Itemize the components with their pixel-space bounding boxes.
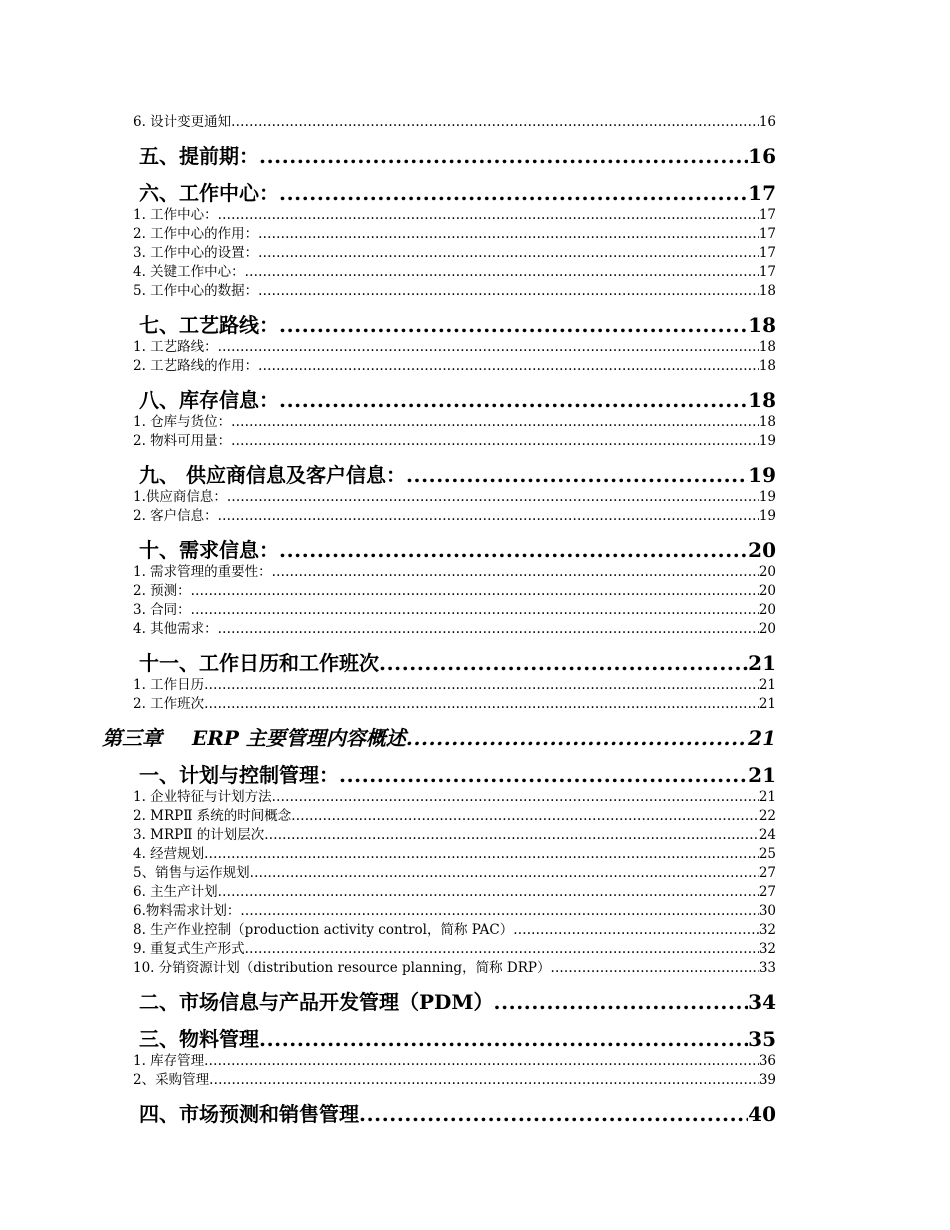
toc-entry-title: 10. 分销资源计划（distribution resource planning，简称 DRP） (133, 960, 551, 976)
toc-chapter-entry[interactable] (102, 725, 776, 751)
toc-page-number: 19 (748, 463, 776, 487)
toc-subentry[interactable] (133, 601, 776, 620)
toc-page-number: 24 (758, 827, 776, 843)
toc-entry-title: 2. 客户信息： (133, 508, 218, 524)
toc-page-number: 18 (748, 313, 776, 337)
toc-page-number: 19 (758, 508, 776, 524)
toc-section-entry[interactable] (139, 462, 776, 488)
toc-entry-title: 三、物料管理 (139, 1027, 259, 1051)
dot-leader (218, 338, 759, 357)
toc-subentry[interactable] (133, 263, 776, 282)
dot-leader (218, 206, 759, 225)
toc-page-number: 16 (758, 114, 776, 130)
toc-section-entry[interactable] (139, 1026, 776, 1052)
toc-page-number: 17 (758, 245, 776, 261)
dot-leader (359, 1101, 748, 1127)
toc-entry-title: 2. 物料可用量： (133, 433, 232, 449)
toc-entry-title: 3. MRPⅡ 的计划层次 (133, 827, 265, 843)
toc-entry-title: 1. 需求管理的重要性： (133, 564, 272, 580)
toc-page-number: 21 (758, 789, 776, 805)
dot-leader (204, 845, 759, 864)
toc-subentry[interactable] (133, 921, 776, 940)
dot-leader (245, 263, 759, 282)
toc-entry-title: 七、工艺路线： (139, 313, 279, 337)
toc-page-number: 27 (758, 884, 776, 900)
toc-entry-title: 2. 工艺路线的作用： (133, 358, 259, 374)
toc-page-number: 17 (758, 226, 776, 242)
toc-page-number: 17 (758, 264, 776, 280)
toc-subentry[interactable] (133, 338, 776, 357)
dot-leader (494, 989, 749, 1015)
dot-leader (259, 143, 748, 169)
toc-subentry[interactable] (133, 206, 776, 225)
toc-page-number: 20 (758, 602, 776, 618)
toc-page-number: 16 (748, 144, 776, 168)
table-of-contents (0, 113, 950, 1127)
toc-subentry[interactable] (133, 695, 776, 714)
dot-leader (245, 940, 759, 959)
toc-entry-title: 八、库存信息： (139, 388, 279, 412)
toc-entry-title: 5、销售与运作规划 (133, 865, 250, 881)
dot-leader (279, 387, 748, 413)
toc-page-number: 32 (758, 922, 776, 938)
toc-entry-title: 5. 工作中心的数据： (133, 283, 259, 299)
toc-subentry[interactable] (133, 225, 776, 244)
toc-subentry[interactable] (133, 244, 776, 263)
toc-subentry[interactable] (133, 788, 776, 807)
toc-subentry[interactable] (133, 488, 776, 507)
toc-entry-title: 十一、工作日历和工作班次 (139, 651, 379, 675)
dot-leader (406, 462, 748, 488)
toc-subentry[interactable] (133, 845, 776, 864)
dot-leader (231, 113, 759, 132)
toc-page-number: 20 (758, 621, 776, 637)
dot-leader (258, 357, 759, 376)
toc-entry-title: 6. 主生产计划 (133, 884, 218, 900)
toc-page-number: 20 (758, 564, 776, 580)
toc-page-number: 19 (758, 489, 776, 505)
toc-page-number: 22 (758, 808, 776, 824)
toc-entry-title: 4. 关键工作中心： (133, 264, 245, 280)
toc-entry-title: 2. 工作中心的作用： (133, 226, 259, 242)
toc-subentry[interactable] (133, 676, 776, 695)
toc-entry-title: 4. 其他需求： (133, 621, 218, 637)
toc-section-entry[interactable] (139, 762, 776, 788)
toc-page-number: 18 (758, 283, 776, 299)
toc-subentry[interactable] (133, 826, 776, 845)
toc-page-number: 34 (748, 990, 776, 1014)
toc-subentry[interactable] (133, 413, 776, 432)
toc-section-entry[interactable] (139, 143, 776, 169)
toc-page-number: 36 (758, 1053, 776, 1069)
dot-leader (279, 180, 748, 206)
dot-leader (191, 582, 759, 601)
toc-subentry[interactable] (133, 620, 776, 639)
dot-leader (291, 807, 759, 826)
toc-entry-title: 4. 经营规划 (133, 846, 205, 862)
dot-leader (218, 620, 759, 639)
toc-entry-title: 一、计划与控制管理： (139, 763, 339, 787)
toc-entry-title: 四、市场预测和销售管理 (139, 1102, 359, 1126)
dot-leader (258, 282, 759, 301)
toc-entry-title: 2. 预测： (133, 583, 191, 599)
dot-leader (209, 1071, 759, 1090)
toc-entry-title: 3. 合同： (133, 602, 191, 618)
dot-leader (272, 563, 759, 582)
toc-subentry[interactable] (133, 432, 776, 451)
toc-subentry[interactable] (133, 1071, 776, 1090)
dot-leader (550, 959, 758, 978)
toc-page-number: 21 (748, 726, 776, 750)
toc-page-number: 18 (748, 388, 776, 412)
dot-leader (279, 537, 748, 563)
dot-leader (191, 601, 759, 620)
dot-leader (513, 921, 759, 940)
toc-page-number: 39 (758, 1072, 776, 1088)
toc-entry-title: 1. 工艺路线： (133, 339, 218, 355)
toc-page-number: 21 (758, 677, 776, 693)
toc-page-number: 32 (758, 941, 776, 957)
toc-subentry[interactable] (133, 807, 776, 826)
toc-section-entry[interactable] (139, 1101, 776, 1127)
toc-page-number: 17 (758, 207, 776, 223)
dot-leader (204, 676, 759, 695)
toc-subentry[interactable] (133, 883, 776, 902)
dot-leader (339, 762, 748, 788)
toc-subentry[interactable] (133, 1052, 776, 1071)
toc-page-number: 17 (748, 181, 776, 205)
toc-entry-title: 8. 生产作业控制（production activity control，简称 PAC） (133, 922, 514, 938)
dot-leader (406, 725, 748, 751)
dot-leader (379, 650, 748, 676)
toc-page-number: 18 (758, 358, 776, 374)
toc-subentry[interactable] (133, 959, 776, 978)
toc-page-number: 20 (748, 538, 776, 562)
toc-entry-title: 1. 工作日历 (133, 677, 205, 693)
dot-leader (204, 695, 759, 714)
toc-subentry[interactable] (133, 582, 776, 601)
dot-leader (218, 883, 759, 902)
dot-leader (264, 826, 759, 845)
toc-subentry[interactable] (133, 113, 776, 132)
toc-subentry[interactable] (133, 864, 776, 883)
toc-entry-title: 五、提前期： (139, 144, 259, 168)
dot-leader (231, 432, 759, 451)
toc-page-number: 19 (758, 433, 776, 449)
dot-leader (227, 488, 759, 507)
toc-section-entry[interactable] (139, 180, 776, 206)
toc-entry-title: 3. 工作中心的设置： (133, 245, 259, 261)
chapter-title: ERP 主要管理内容概述 (192, 726, 406, 750)
toc-section-entry[interactable] (139, 537, 776, 563)
chapter-label: 第三章 (102, 726, 162, 750)
dot-leader (218, 507, 759, 526)
toc-subentry[interactable] (133, 563, 776, 582)
toc-entry-title: 2. 工作班次 (133, 696, 205, 712)
toc-page-number: 20 (758, 583, 776, 599)
toc-entry-title: 2. MRPⅡ 系统的时间概念 (133, 808, 292, 824)
toc-entry-title: 6. 设计变更通知 (133, 114, 232, 130)
toc-entry-title: 六、工作中心： (139, 181, 279, 205)
toc-entry-title (102, 725, 406, 751)
toc-page-number: 18 (758, 339, 776, 355)
dot-leader (240, 902, 758, 921)
toc-entry-title: 1.供应商信息： (133, 489, 227, 505)
toc-subentry[interactable] (133, 357, 776, 376)
toc-entry-title: 十、需求信息： (139, 538, 279, 562)
toc-subentry[interactable] (133, 507, 776, 526)
toc-page-number: 21 (758, 696, 776, 712)
toc-page-number: 35 (748, 1027, 776, 1051)
toc-entry-title: 二、市场信息与产品开发管理（PDM） (139, 990, 494, 1014)
dot-leader (279, 312, 748, 338)
toc-page-number: 18 (758, 414, 776, 430)
toc-page-number: 33 (758, 960, 776, 976)
toc-entry-title: 1. 企业特征与计划方法 (133, 789, 272, 805)
dot-leader (258, 225, 759, 244)
toc-page-number: 27 (758, 865, 776, 881)
toc-page-number: 21 (748, 651, 776, 675)
dot-leader (259, 1026, 748, 1052)
toc-section-entry[interactable] (139, 989, 776, 1015)
toc-section-entry[interactable] (139, 650, 776, 676)
toc-subentry[interactable] (133, 902, 776, 921)
toc-entry-title: 1. 工作中心： (133, 207, 218, 223)
toc-page-number: 40 (748, 1102, 776, 1126)
toc-entry-title: 九、 供应商信息及客户信息： (139, 463, 406, 487)
toc-section-entry[interactable] (139, 387, 776, 413)
toc-page-number: 21 (748, 763, 776, 787)
dot-leader (204, 1052, 759, 1071)
dot-leader (250, 864, 759, 883)
toc-subentry[interactable] (133, 940, 776, 959)
toc-section-entry[interactable] (139, 312, 776, 338)
toc-subentry[interactable] (133, 282, 776, 301)
dot-leader (272, 788, 759, 807)
toc-entry-title: 9. 重复式生产形式 (133, 941, 245, 957)
dot-leader (231, 413, 759, 432)
toc-entry-title: 1. 仓库与货位： (133, 414, 232, 430)
toc-page-number: 25 (758, 846, 776, 862)
toc-page-number: 30 (758, 903, 776, 919)
toc-entry-title: 6.物料需求计划： (133, 903, 241, 919)
dot-leader (258, 244, 759, 263)
toc-entry-title: 2、采购管理 (133, 1072, 210, 1088)
toc-entry-title: 1. 库存管理 (133, 1053, 205, 1069)
